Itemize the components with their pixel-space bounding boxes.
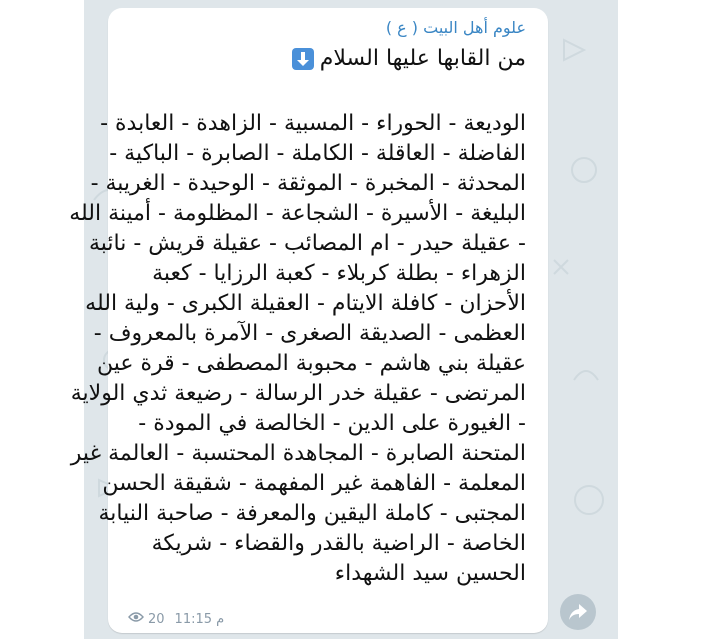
message-meta xyxy=(128,611,224,627)
message-line: المعلمة - الفاهمة غير المفهمة - شقيقة الحسن xyxy=(102,471,526,496)
message-line: المجتبى - كاملة اليقين والمعرفة - صاحبة النيابة xyxy=(98,501,526,526)
message-line: الزهراء - بطلة كربلاء - كعبة الرزايا - كعبة xyxy=(152,261,526,286)
message-time: 11:15 م xyxy=(174,611,225,627)
share-button[interactable] xyxy=(560,594,596,630)
message-bubble xyxy=(69,8,548,633)
intro-line xyxy=(292,46,526,71)
message-line: البليغة - الأسيرة - الشجاعة - المظلومة - أمينة الله xyxy=(69,201,526,226)
view-count: 20 xyxy=(148,611,165,627)
message-line: الفاضلة - العاقلة - الكاملة - الصابرة - الباكية - xyxy=(109,141,526,166)
message-line: المحدثة - المخبرة - الموثقة - الوحيدة - الغريبة - xyxy=(90,171,526,196)
message-line: الحسين سيد الشهداء xyxy=(334,561,526,586)
message-line: المتحنة الصابرة - المجاهدة المحتسبة - العالمة غير xyxy=(70,441,526,466)
message-line: - الغيورة على الدين - الخالصة في المودة - xyxy=(138,411,526,436)
message-line: - عقيلة حيدر - ام المصائب - عقيلة قريش - نائبة xyxy=(88,231,526,256)
intro-text: من القابها عليها السلام xyxy=(319,46,526,71)
message-line: الوديعة - الحوراء - المسبية - الزاهدة - العابدة - xyxy=(100,111,526,136)
message-line: الخاصة - الراضية بالقدر والقضاء - شريكة xyxy=(151,531,526,556)
arrow-down-emoji-icon xyxy=(292,48,314,70)
eye-icon xyxy=(128,611,144,627)
message-line: المرتضى - عقيلة خدر الرسالة - رضيعة ثدي الولاية xyxy=(70,381,526,406)
message-line: عقيلة بني هاشم - محبوبة المصطفى - قرة عين xyxy=(97,351,526,376)
share-arrow-icon xyxy=(568,603,588,621)
channel-name[interactable]: علوم أهل البيت ( ع ) xyxy=(385,18,526,37)
message-line: العظمى - الصديقة الصغرى - الآمرة بالمعروف - xyxy=(93,321,526,346)
message-body xyxy=(69,109,526,589)
message-line: الأحزان - كافلة الايتام - العقيلة الكبرى - ولية الله xyxy=(85,291,526,316)
